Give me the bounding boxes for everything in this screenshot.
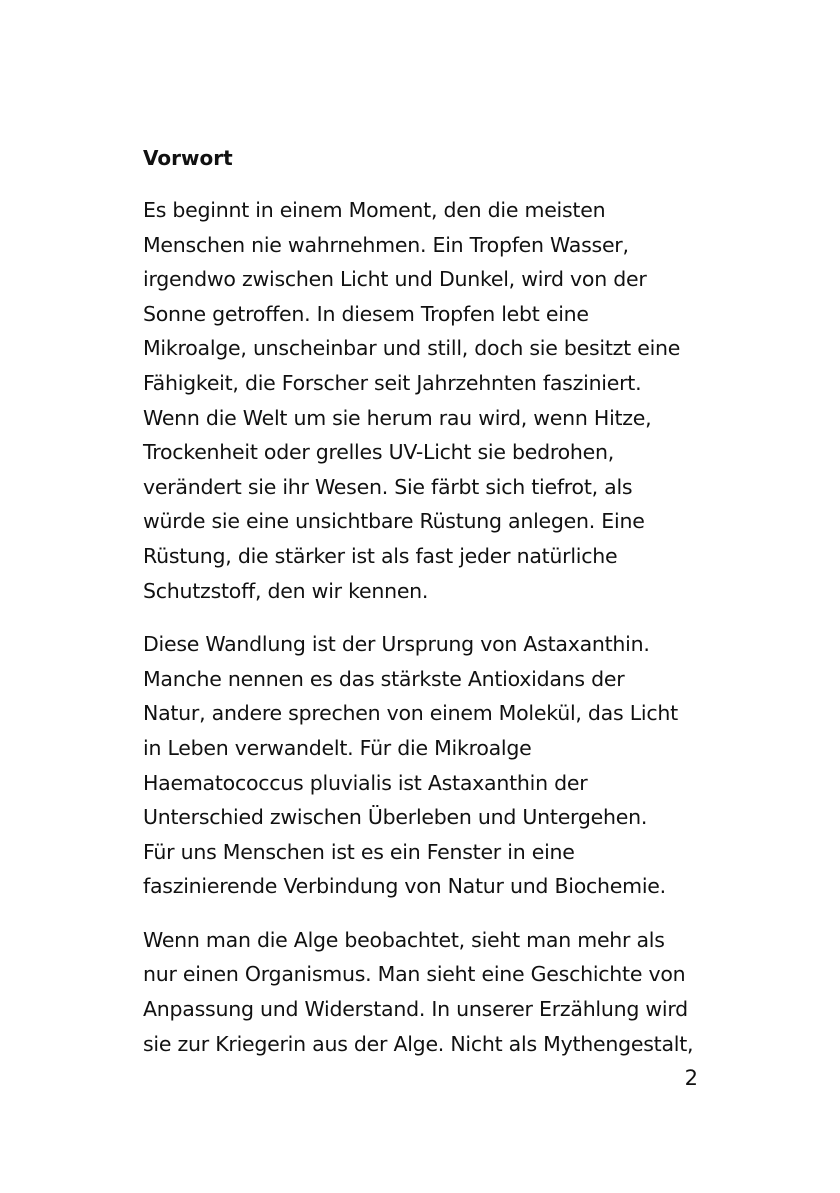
text-line: irgendwo zwischen Licht und Dunkel, wird von der: [143, 267, 647, 292]
text-line: Anpassung und Widerstand. In unserer Erzählung wird: [143, 997, 688, 1022]
paragraph-2: [143, 627, 713, 904]
page-number: 2: [684, 1066, 698, 1090]
text-line: faszinierende Verbindung von Natur und Biochemie.: [143, 874, 666, 899]
text-line: Fähigkeit, die Forscher seit Jahrzehnten fasziniert.: [143, 370, 642, 395]
body-text: [143, 193, 713, 1080]
text-line: Für uns Menschen ist es ein Fenster in eine: [143, 839, 575, 864]
text-line: Manche nennen es das stärkste Antioxidans der: [143, 666, 625, 691]
text-line: Schutzstoff, den wir kennen.: [143, 578, 429, 603]
text-line: Sonne getroffen. In diesem Tropfen lebt eine: [143, 301, 589, 326]
text-line: Haematococcus pluvialis ist Astaxanthin der: [143, 770, 588, 795]
text-line: Trockenheit oder grelles UV-Licht sie bedrohen,: [143, 440, 615, 465]
text-line: Wenn man die Alge beobachtet, sieht man mehr als: [143, 927, 665, 952]
text-line: Unterschied zwischen Überleben und Untergehen.: [143, 805, 648, 830]
paragraph-1: [143, 193, 713, 608]
text-line: in Leben verwandelt. Für die Mikroalge: [143, 735, 532, 760]
page-heading: Vorwort: [143, 146, 233, 170]
text-line: Wenn die Welt um sie herum rau wird, wenn Hitze,: [143, 405, 652, 430]
text-line: sie zur Kriegerin aus der Alge. Nicht als Mythengestalt,: [143, 1031, 694, 1056]
text-line: verändert sie ihr Wesen. Sie färbt sich tiefrot, als: [143, 474, 633, 499]
text-line: Mikroalge, unscheinbar und still, doch sie besitzt eine: [143, 336, 681, 361]
paragraph-3: [143, 923, 713, 1061]
text-line: nur einen Organismus. Man sieht eine Geschichte von: [143, 962, 686, 987]
text-line: Es beginnt in einem Moment, den die meisten: [143, 198, 606, 222]
text-line: Natur, andere sprechen von einem Molekül, das Licht: [143, 701, 678, 726]
text-line: Rüstung, die stärker ist als fast jeder natürliche: [143, 543, 618, 568]
text-line: würde sie eine unsichtbare Rüstung anlegen. Eine: [143, 509, 645, 534]
text-line: Menschen nie wahrnehmen. Ein Tropfen Wasser,: [143, 232, 629, 257]
text-line: Diese Wandlung ist der Ursprung von Astaxanthin.: [143, 632, 650, 657]
